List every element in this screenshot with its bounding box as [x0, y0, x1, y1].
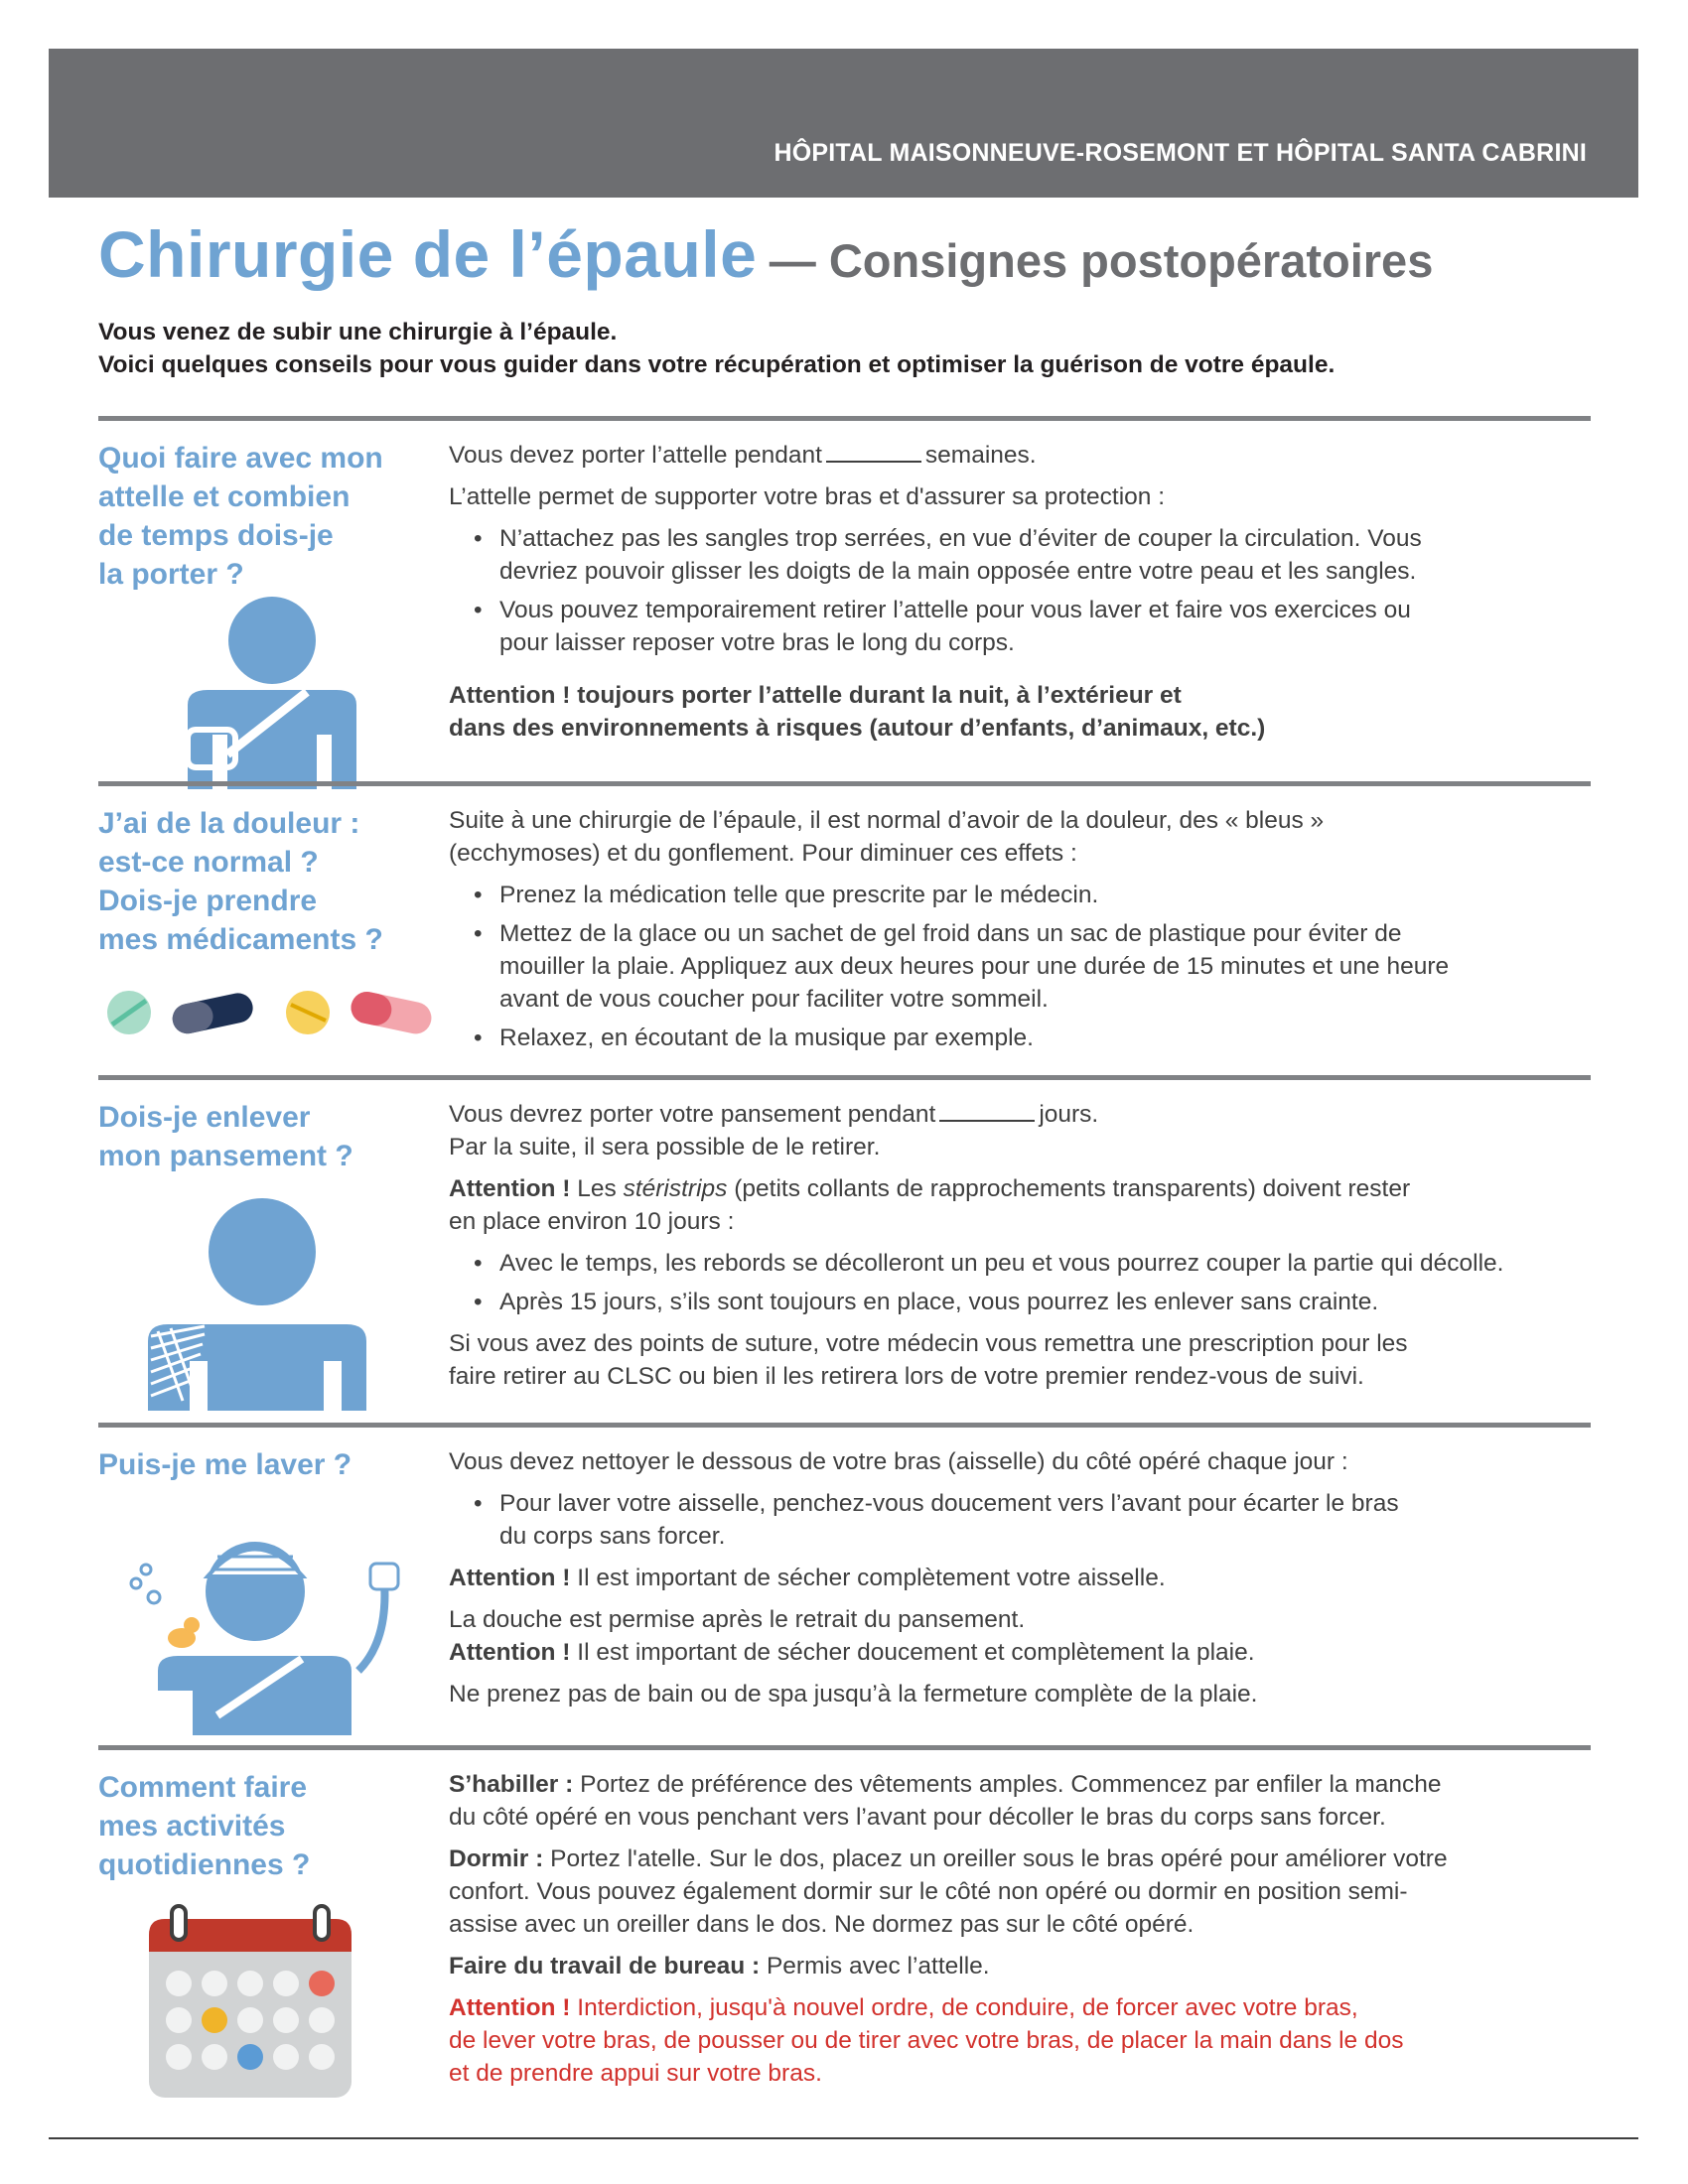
section-body	[449, 439, 1591, 753]
title-main: Chirurgie de l’épaule	[98, 217, 758, 291]
calendar-icon	[146, 1904, 354, 2103]
bullet-list	[449, 1487, 1591, 1553]
question-line: Dois-je enlever	[98, 1101, 311, 1134]
list-item: • Pour laver votre aisselle, penchez-vous doucement vers l’avant pour écarter le bras du corps sans forcer.	[499, 1487, 1591, 1553]
question-line: Dois-je prendre	[98, 885, 318, 917]
bullet-list	[449, 1247, 1591, 1318]
header-bar	[49, 49, 1638, 198]
section-question	[98, 1768, 436, 1884]
intro	[98, 316, 1335, 381]
warning-red: Attention ! Interdiction, jusqu'à nouvel ordre, de conduire, de forcer avec votre bras, de lever votre bras, de pousser ou de tirer avec votre bras, de placer la main dans le dos et de prendre appui sur votre bras.	[449, 1994, 1404, 2087]
question-line: quotidiennes ?	[98, 1848, 311, 1881]
bullet-list	[449, 879, 1591, 1054]
list-item: • Après 15 jours, s’ils sont toujours en place, vous pourrez les enlever sans crainte.	[499, 1286, 1591, 1318]
question-line: attelle et combien	[98, 480, 351, 513]
section-attelle	[98, 416, 1591, 786]
section-question	[98, 439, 436, 594]
bottom-rule	[49, 2137, 1638, 2139]
text: L’attelle permet de supporter votre bras et d'assurer sa protection :	[449, 483, 1166, 510]
section-activites	[98, 1745, 1591, 2137]
question-line: Quoi faire avec mon	[98, 442, 383, 475]
section-pansement	[98, 1075, 1591, 1428]
question-line: Puis-je me laver ?	[98, 1448, 352, 1481]
list-item: • Relaxez, en écoutant de la musique par exemple.	[499, 1022, 1591, 1054]
hospital-name: HÔPITAL MAISONNEUVE-ROSEMONT ET HÔPITAL SANTA CABRINI	[774, 139, 1587, 167]
section-douleur	[98, 781, 1591, 1080]
warning: Attention ! toujours porter l’attelle durant la nuit, à l’extérieur et dans des environnements à risques (autour d’enfants, d’animaux, etc.)	[449, 682, 1266, 742]
question-line: est-ce normal ?	[98, 846, 319, 879]
question-line: mes médicaments ?	[98, 923, 383, 956]
section-body: S’habiller : Portez de préférence des vêtements amples. Commencez par enfiler la manche du côté opéré en vous penchant vers l’avant pour décoller le bras du corps sans forcer. Dormir : Portez l'atelle. Sur le dos, placez un oreiller sous le bras opéré pour améliorer votre confort. Vous pouvez également dormir sur le côté non opéré ou dormir en position semi- assise avec un oreiller dans le dos. Ne dormez pas sur le côté opéré. Faire du travail de bureau : Permis avec l’attelle. Attention ! Interdiction, jusqu'à nouvel ordre, de conduire, de forcer avec votre bras, de lever votre bras, de pousser ou de tirer avec votre bras, de placer la main dans le dos et de prendre appui sur votre bras.	[449, 1768, 1591, 2099]
title-sub: — Consignes postopératoires	[769, 234, 1434, 287]
question-line: de temps dois-je	[98, 519, 334, 552]
list-item: • N’attachez pas les sangles trop serrées, en vue d’éviter de couper la circulation. Vous devriez pouvoir glisser les doigts de la main opposée entre votre peau et les sangles.	[499, 522, 1591, 588]
section-laver	[98, 1423, 1591, 1750]
person-bandage-icon	[143, 1197, 371, 1411]
section-question	[98, 1445, 436, 1484]
list-item: • Vous pouvez temporairement retirer l’attelle pour vous laver et faire vos exercices ou pour laisser reposer votre bras le long du corps.	[499, 594, 1591, 659]
bullet-list	[449, 522, 1591, 659]
list-item: • Mettez de la glace ou un sachet de gel froid dans un sac de plastique pour éviter de mouiller la plaie. Appliquez aux deux heures pour une durée de 15 minutes et une heure avant de vous coucher pour faciliter votre sommeil.	[499, 917, 1591, 1016]
person-sling-icon	[168, 596, 366, 789]
list-item: • Prenez la médication telle que prescrite par le médecin.	[499, 879, 1591, 911]
section-question	[98, 804, 436, 959]
section-body: Suite à une chirurgie de l’épaule, il est normal d’avoir de la douleur, des « bleus » (ecchymoses) et du gonflement. Pour diminuer ces effets : • Prenez la médication telle que prescrite par le médecin. • Mettez de la glace ou un sachet de gel froid dans un sac de plastique pour éviter de mouiller la plaie. Appliquez aux deux heures pour une durée de 15 minutes et une heure avant de vous coucher pour faciliter votre sommeil. • Relaxez, en écoutant de la musique par exemple.	[449, 804, 1591, 1063]
person-shower-icon	[128, 1522, 416, 1735]
text: semaines.	[924, 442, 1037, 469]
pills-icon	[102, 983, 440, 1042]
intro-line: Voici quelques conseils pour vous guider dans votre récupération et optimiser la guérison de votre épaule.	[98, 351, 1336, 378]
question-line: la porter ?	[98, 558, 244, 591]
intro-line: Vous venez de subir une chirurgie à l’épaule.	[98, 319, 618, 345]
question-line: Comment faire	[98, 1771, 308, 1804]
fill-blank	[939, 1100, 1035, 1122]
text: Ne prenez pas de bain ou de spa jusqu’à la fermeture complète de la plaie.	[449, 1681, 1258, 1707]
question-line: mes activités	[98, 1810, 286, 1843]
question-line: mon pansement ?	[98, 1140, 353, 1172]
section-question	[98, 1098, 436, 1175]
page-title	[98, 216, 1598, 292]
question-line: J’ai de la douleur :	[98, 807, 360, 840]
section-body: Vous devrez porter votre pansement pendant jours. Par la suite, il sera possible de le retirer. Attention ! Les stéristrips (petits collants de rapprochements transparents) doivent rester en place environ 10 jours : • Avec le temps, les rebords se décolleront un peu et vous pourrez couper la partie qui décolle. • Après 15 jours, s’ils sont toujours en place, vous pourrez les enlever sans crainte. Si vous avez des points de suture, votre médecin vous remettra une prescription pour les faire retirer au CLSC ou bien il les retirera lors de votre premier rendez-vous de suivi.	[449, 1098, 1591, 1402]
text: Vous devez porter l’attelle pendant	[449, 442, 822, 469]
section-body: Vous devez nettoyer le dessous de votre bras (aisselle) du côté opéré chaque jour : • Pour laver votre aisselle, penchez-vous doucement vers l’avant pour écarter le bras du corps sans forcer. Attention ! Il est important de sécher complètement votre aisselle. La douche est permise après le retrait du pansement. Attention ! Il est important de sécher doucement et complètement la plaie. Ne prenez pas de bain ou de spa jusqu’à la fermeture complète de la plaie.	[449, 1445, 1591, 1719]
fill-blank	[826, 441, 921, 463]
list-item: • Avec le temps, les rebords se décolleront un peu et vous pourrez couper la partie qui décolle.	[499, 1247, 1591, 1280]
text: Vous devez nettoyer le dessous de votre bras (aisselle) du côté opéré chaque jour :	[449, 1448, 1348, 1475]
